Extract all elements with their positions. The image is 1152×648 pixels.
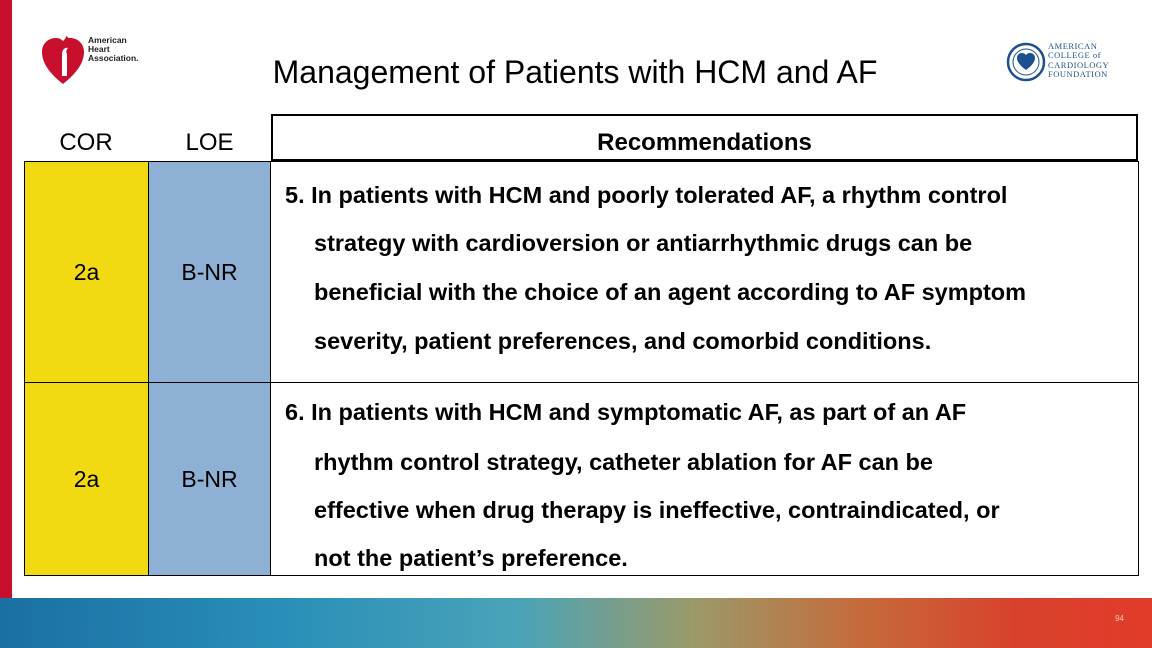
- cor-cell-row-2: [24, 382, 149, 576]
- heart-torch-icon: [40, 32, 86, 88]
- recommendation-cell-row-1: [270, 161, 1139, 383]
- acc-wordmark: AMERICAN COLLEGE of CARDIOLOGY FOUNDATION: [1048, 41, 1110, 79]
- cor-value: 2a: [73, 465, 100, 492]
- recommendation-line: not the patient’s preference.: [314, 545, 628, 571]
- recommendation-line: strategy with cardioversion or antiarrhythmic drugs can be: [314, 230, 973, 256]
- cor-cell-row-1: [24, 161, 149, 383]
- loe-cell-row-1: [148, 161, 271, 383]
- recommendations-header: Recommendations: [597, 129, 812, 156]
- loe-cell-row-2: [148, 382, 271, 576]
- recommendation-line: 6. In patients with HCM and symptomatic AF, as part of an AF: [285, 399, 967, 425]
- recommendation-cell-row-2: [270, 382, 1139, 576]
- recommendation-line: beneficial with the choice of an agent according to AF symptom: [314, 279, 1027, 305]
- aha-wordmark: American Heart Association.: [88, 35, 139, 63]
- page-number: 94: [1115, 614, 1124, 623]
- cor-header: COR: [59, 129, 113, 156]
- loe-value: B-NR: [181, 465, 238, 492]
- acc-foundation-logo: [1006, 40, 1126, 86]
- recommendation-line: 5. In patients with HCM and poorly tolerated AF, a rhythm control: [285, 182, 1008, 208]
- acc-seal-icon: [1006, 42, 1046, 82]
- cor-value: 2a: [73, 258, 100, 285]
- left-accent-bar: [0, 0, 12, 600]
- recommendation-line: effective when drug therapy is ineffective, contraindicated, or: [314, 497, 1000, 523]
- loe-header: LOE: [185, 129, 234, 156]
- aha-logo: [40, 32, 150, 88]
- loe-value: B-NR: [181, 258, 238, 285]
- slide-title: Management of Patients with HCM and AF: [272, 54, 878, 90]
- recommendation-line: rhythm control strategy, catheter ablation for AF can be: [314, 449, 933, 475]
- footer-gradient-band: [0, 598, 1152, 648]
- recommendation-line: severity, patient preferences, and comorbid conditions.: [314, 328, 932, 354]
